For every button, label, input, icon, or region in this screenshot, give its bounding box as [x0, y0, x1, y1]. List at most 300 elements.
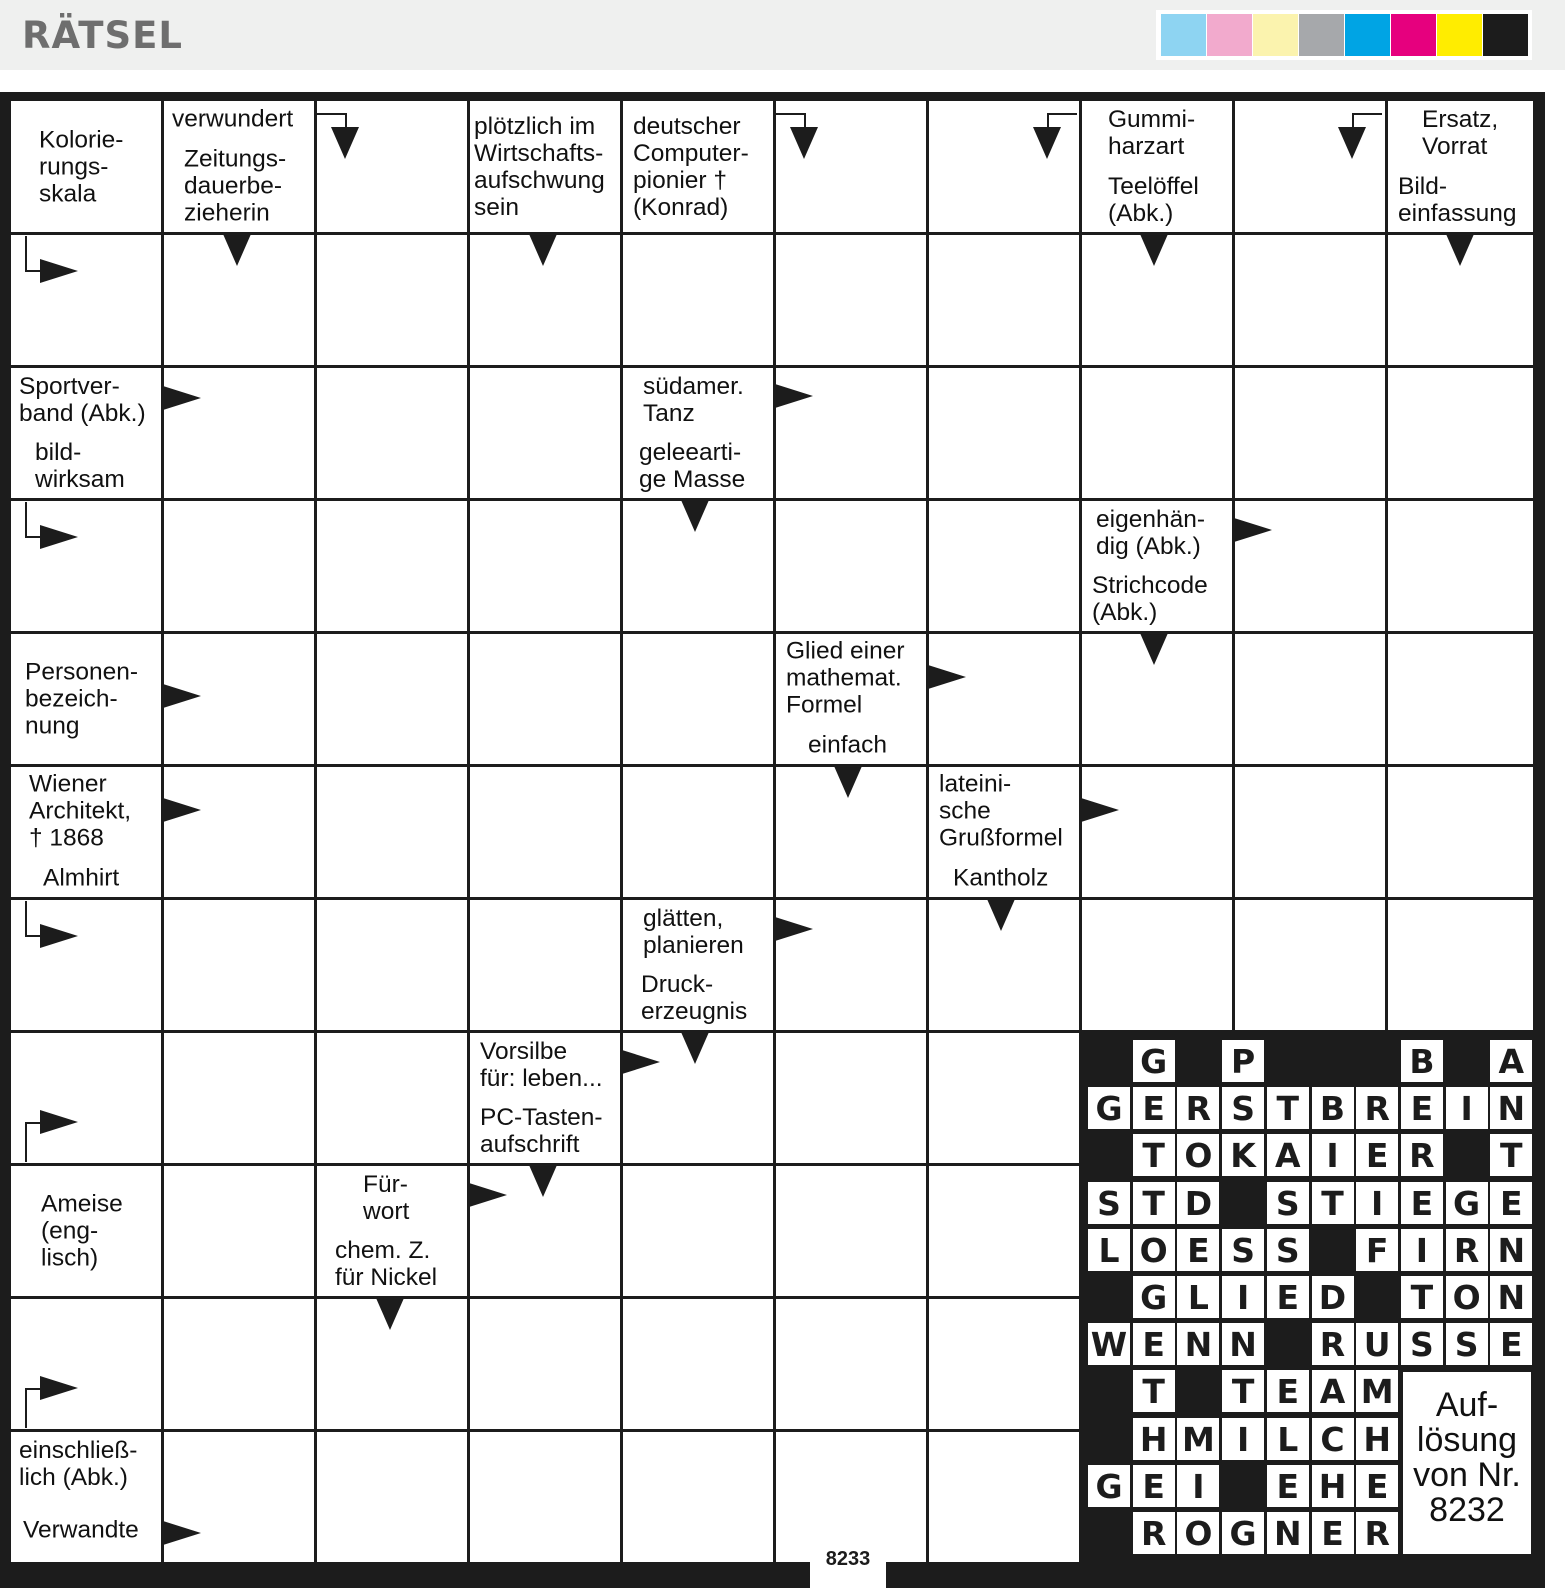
clue-line: Teelöffel [1108, 172, 1199, 200]
grid-cell[interactable] [470, 767, 620, 897]
clue-line: Almhirt [43, 864, 120, 891]
grid-cell[interactable] [623, 1166, 773, 1296]
grid-cell[interactable] [1388, 501, 1533, 631]
grid-cell[interactable] [623, 1299, 773, 1429]
solution-letter: P [1222, 1040, 1264, 1082]
arrow-right-icon [163, 684, 201, 708]
solution-note-line: Auf- [1435, 1386, 1499, 1424]
clue-line: für Nickel [335, 1264, 438, 1291]
clue-line: aufschrift [480, 1131, 580, 1158]
clue-glaetten [623, 900, 773, 964]
grid-cell[interactable] [470, 1432, 620, 1562]
grid-cell[interactable] [317, 900, 467, 1030]
clue-line: Kolorie- [39, 126, 124, 153]
solution-letter: R [1312, 1323, 1354, 1365]
arrow-stem [1047, 113, 1077, 115]
arrow-right-icon [40, 1376, 78, 1400]
clue-line: geleearti- [639, 439, 742, 466]
solution-letter: R [1177, 1087, 1219, 1129]
clue-tanz [623, 368, 773, 432]
solution-letter: I [1356, 1182, 1398, 1224]
solution-letter: N [1490, 1229, 1532, 1271]
arrow-down-icon [1140, 633, 1168, 665]
clue-line: Ersatz, [1422, 106, 1499, 133]
clue-line: mathemat. [786, 664, 902, 692]
arrow-right-icon [163, 798, 201, 822]
solution-letter: I [1222, 1276, 1264, 1318]
solution-letter: S [1401, 1323, 1443, 1365]
grid-cell[interactable] [929, 634, 1079, 764]
clue-line: Strichcode [1092, 572, 1208, 599]
clue-personenbezeichnung [11, 634, 161, 764]
grid-cell[interactable] [776, 1033, 926, 1163]
color-swatch [1161, 14, 1206, 56]
solution-note [1403, 1372, 1531, 1554]
arrow-down-icon [223, 234, 251, 266]
solution-letter: T [1401, 1276, 1443, 1318]
grid-cell[interactable] [776, 1299, 926, 1429]
solution-letter: S [1088, 1182, 1130, 1224]
grid-cell[interactable] [317, 1432, 467, 1562]
grid-cell[interactable] [1388, 634, 1533, 764]
grid-cell[interactable] [1235, 235, 1385, 365]
solution-letter: I [1446, 1087, 1488, 1129]
solution-letter: G [1133, 1276, 1175, 1318]
solution-letter: R [1133, 1512, 1175, 1554]
grid-cell[interactable] [1235, 900, 1385, 1030]
clue-line: bezeich- [25, 685, 118, 713]
solution-letter: N [1222, 1323, 1264, 1365]
solution-letter: E [1133, 1323, 1175, 1365]
arrow-stem [25, 536, 41, 538]
clue-line: PC-Tasten- [480, 1104, 603, 1131]
clue-fuerwort [317, 1166, 467, 1230]
clue-line: ge Masse [639, 466, 746, 493]
solution-letter: H [1356, 1418, 1398, 1460]
clue-line: südamer. [643, 373, 744, 400]
grid-cell[interactable] [929, 501, 1079, 631]
clue-line: nung [25, 712, 80, 740]
grid-cell[interactable] [1388, 900, 1533, 1030]
solution-letter: O [1446, 1276, 1488, 1318]
grid-cell[interactable] [1388, 368, 1533, 498]
grid-cell[interactable] [317, 501, 467, 631]
grid-cell[interactable] [11, 900, 161, 1030]
clue-line: Tanz [643, 400, 695, 427]
solution-letter: E [1356, 1465, 1398, 1507]
grid-cell[interactable] [776, 501, 926, 631]
clue-line: Für- [363, 1171, 408, 1198]
solution-letter: E [1177, 1229, 1219, 1271]
clue-line: einschließ- [19, 1437, 138, 1464]
arrow-stem [775, 113, 805, 115]
grid-cell[interactable] [1235, 634, 1385, 764]
clue-grussformel [929, 767, 1079, 855]
arrow-stem [804, 113, 806, 129]
clue-verwundert [164, 101, 314, 137]
clue-line: deutscher [633, 112, 741, 140]
solution-letter: T [1222, 1370, 1264, 1412]
arrow-stem [25, 1122, 27, 1162]
header-bar [0, 0, 1565, 70]
solution-letter: T [1267, 1087, 1309, 1129]
solution-letter: G [1088, 1465, 1130, 1507]
clue-line: Wirtschafts- [474, 139, 604, 167]
color-swatch [1207, 14, 1252, 56]
clue-line: Glied einer [786, 637, 905, 665]
clue-line: chem. Z. [335, 1237, 431, 1264]
arrow-right-icon [40, 924, 78, 948]
grid-cell[interactable] [776, 1166, 926, 1296]
arrow-stem [25, 1388, 27, 1428]
arrow-stem [25, 901, 27, 937]
clue-line: planieren [643, 932, 744, 959]
arrow-stem [25, 1122, 41, 1124]
clue-line: (Konrad) [633, 193, 729, 221]
arrow-down-icon [681, 500, 709, 532]
grid-cell[interactable] [929, 1299, 1079, 1429]
grid-cell[interactable] [1082, 368, 1232, 498]
clue-kolorierungsskala [11, 101, 161, 232]
arrow-down-icon [681, 1032, 709, 1064]
solution-letter: T [1312, 1182, 1354, 1224]
clue-almhirt [11, 858, 161, 897]
solution-letter: E [1490, 1182, 1532, 1224]
color-swatch [1391, 14, 1436, 56]
grid-cell[interactable] [470, 1299, 620, 1429]
arrow-stem [1352, 113, 1382, 115]
solution-letter: S [1222, 1229, 1264, 1271]
solution-letter: L [1177, 1276, 1219, 1318]
clue-line: wort [363, 1198, 410, 1225]
clue-line: lich (Abk.) [19, 1464, 128, 1491]
clue-kantholz [929, 858, 1079, 897]
clue-line: Personen- [25, 658, 139, 686]
arrow-down-icon [790, 127, 818, 159]
clue-line: lateini- [939, 770, 1012, 798]
grid-cell[interactable] [929, 1166, 1079, 1296]
clue-sportverband [11, 368, 161, 432]
clue-line: wirksam [35, 466, 125, 493]
arrow-down-icon [529, 234, 557, 266]
clue-verwandte [11, 1498, 161, 1562]
solution-letter: E [1401, 1087, 1443, 1129]
clue-line: dauerbe- [184, 172, 283, 200]
arrow-stem [25, 502, 27, 538]
solution-letter: E [1267, 1370, 1309, 1412]
arrow-stem [25, 270, 41, 272]
solution-letter: R [1401, 1134, 1443, 1176]
clue-line: lisch) [41, 1244, 99, 1272]
solution-letter: R [1446, 1229, 1488, 1271]
clue-line: Gummi- [1108, 106, 1196, 133]
clue-zeitungsdauerbezieherin [164, 140, 314, 232]
arrow-down-icon [1033, 127, 1061, 159]
color-swatch [1253, 14, 1298, 56]
clue-line: einfach [808, 731, 888, 758]
grid-cell[interactable] [11, 501, 161, 631]
grid-cell[interactable] [11, 1299, 161, 1429]
grid-cell[interactable] [317, 235, 467, 365]
solution-letter: I [1222, 1418, 1264, 1460]
clue-ameise [11, 1166, 161, 1296]
grid-cell[interactable] [776, 235, 926, 365]
arrow-down-icon [529, 1165, 557, 1197]
arrow-down-icon [1338, 127, 1366, 159]
solution-letter: S [1222, 1087, 1264, 1129]
grid-cell[interactable] [929, 101, 1079, 232]
solution-letter: I [1177, 1465, 1219, 1507]
solution-letter: E [1490, 1323, 1532, 1365]
clue-druckerzeugnis [623, 966, 773, 1030]
solution-letter: G [1446, 1182, 1488, 1224]
arrow-right-icon [928, 665, 966, 689]
solution-letter: G [1222, 1512, 1264, 1554]
color-swatch [1483, 14, 1528, 56]
clue-line: Kantholz [953, 864, 1049, 891]
grid-cell[interactable] [776, 101, 926, 232]
clue-bildeinfassung [1388, 167, 1533, 232]
grid-cell[interactable] [164, 501, 314, 631]
clue-line: band (Abk.) [19, 400, 146, 427]
grid-cell[interactable] [11, 235, 161, 365]
arrow-stem [1352, 113, 1354, 129]
clue-line: Vorrat [1422, 133, 1488, 160]
arrow-stem [1047, 113, 1049, 129]
clue-line: Computer- [633, 139, 749, 167]
clue-line: sche [939, 797, 991, 825]
solution-letter: E [1133, 1465, 1175, 1507]
clue-line: aufschwung [474, 166, 605, 194]
arrow-stem [25, 1388, 41, 1390]
clue-bildwirksam [11, 434, 161, 498]
solution-letter: R [1356, 1512, 1398, 1554]
grid-cell[interactable] [1388, 767, 1533, 897]
clue-nickel [317, 1232, 467, 1296]
arrow-right-icon [775, 384, 813, 408]
solution-letter: E [1267, 1276, 1309, 1318]
arrow-right-icon [163, 386, 201, 410]
clue-strichcode [1082, 567, 1232, 631]
solution-letter: A [1490, 1040, 1532, 1082]
solution-letter: N [1267, 1512, 1309, 1554]
arrow-right-icon [622, 1050, 660, 1074]
solution-letter: E [1133, 1087, 1175, 1129]
solution-letter: K [1222, 1134, 1264, 1176]
clue-line: (Abk.) [1108, 199, 1174, 227]
clue-teeloeffel [1082, 167, 1232, 232]
clue-eigenhaendig [1082, 501, 1232, 565]
solution-letter: O [1177, 1134, 1219, 1176]
arrow-right-icon [469, 1183, 507, 1207]
arrow-right-icon [1081, 798, 1119, 822]
grid-cell[interactable] [776, 1432, 926, 1562]
grid-cell[interactable] [164, 1299, 314, 1429]
arrow-right-icon [1234, 518, 1272, 542]
arrow-right-icon [40, 1110, 78, 1134]
solution-letter: E [1267, 1465, 1309, 1507]
grid-cell[interactable] [317, 767, 467, 897]
solution-letter: E [1356, 1134, 1398, 1176]
solution-letter: S [1267, 1229, 1309, 1271]
grid-cell[interactable] [1235, 101, 1385, 232]
clue-einschliesslich [11, 1432, 161, 1496]
clue-line: Architekt, [29, 797, 132, 825]
solution-letter: E [1401, 1182, 1443, 1224]
page-title: RÄTSEL [22, 14, 183, 57]
arrow-down-icon [987, 899, 1015, 931]
solution-letter: S [1446, 1323, 1488, 1365]
grid-cell[interactable] [470, 501, 620, 631]
clue-vorsilbe [470, 1033, 620, 1097]
solution-letter: S [1267, 1182, 1309, 1224]
clue-line: zieherin [184, 199, 270, 227]
solution-letter: T [1133, 1134, 1175, 1176]
solution-letter: I [1312, 1134, 1354, 1176]
grid-cell[interactable] [623, 1432, 773, 1562]
clue-line: skala [39, 180, 97, 207]
solution-letter: O [1133, 1229, 1175, 1271]
solution-letter: T [1133, 1370, 1175, 1412]
grid-cell[interactable] [164, 900, 314, 1030]
grid-cell[interactable] [929, 235, 1079, 365]
grid-cell[interactable] [1082, 900, 1232, 1030]
clue-architekt [11, 767, 161, 855]
solution-letter: C [1312, 1418, 1354, 1460]
arrow-down-icon [331, 127, 359, 159]
arrow-down-icon [1140, 234, 1168, 266]
solution-letter: H [1133, 1418, 1175, 1460]
grid-cell[interactable] [11, 1033, 161, 1163]
grid-cell[interactable] [317, 634, 467, 764]
clue-line: eigenhän- [1096, 506, 1205, 533]
grid-cell[interactable] [317, 101, 467, 232]
grid-cell[interactable] [929, 1033, 1079, 1163]
solution-letter: A [1312, 1370, 1354, 1412]
solution-letter: D [1312, 1276, 1354, 1318]
grid-cell[interactable] [929, 1432, 1079, 1562]
solution-letter: N [1490, 1087, 1532, 1129]
clue-line: für: leben... [480, 1065, 603, 1092]
arrow-down-icon [1446, 234, 1474, 266]
clue-line: bild- [35, 439, 82, 466]
puzzle-number: 8233 [810, 1546, 886, 1588]
solution-note-line: von Nr. [1413, 1456, 1521, 1494]
grid-cell[interactable] [929, 368, 1079, 498]
grid-cell[interactable] [164, 1033, 314, 1163]
solution-letter: G [1133, 1040, 1175, 1082]
solution-letter: T [1490, 1134, 1532, 1176]
solution-letter: U [1356, 1323, 1398, 1365]
arrow-stem [25, 236, 27, 272]
solution-note-line: lösung [1416, 1421, 1518, 1459]
grid-cell[interactable] [164, 1166, 314, 1296]
solution-letter: R [1356, 1087, 1398, 1129]
grid-cell[interactable] [1082, 767, 1232, 897]
arrow-right-icon [40, 525, 78, 549]
arrow-stem [345, 113, 347, 129]
solution-letter: I [1401, 1229, 1443, 1271]
clue-line: Zeitungs- [184, 145, 287, 173]
grid-cell[interactable] [623, 634, 773, 764]
solution-letter: D [1177, 1182, 1219, 1224]
solution-letter: L [1267, 1418, 1309, 1460]
clue-line: Wiener [29, 770, 107, 798]
clue-line: Druck- [641, 971, 714, 998]
clue-ersatz [1388, 101, 1533, 165]
clue-line: † 1868 [29, 824, 104, 852]
arrow-stem [316, 113, 346, 115]
clue-line: einfassung [1398, 199, 1517, 227]
solution-letter: W [1088, 1323, 1130, 1365]
color-swatch [1299, 14, 1344, 56]
grid-cell[interactable] [623, 235, 773, 365]
grid-cell[interactable] [623, 767, 773, 897]
clue-einfach [776, 725, 926, 764]
clue-geleeartig [623, 434, 773, 498]
solution-letter: E [1312, 1512, 1354, 1554]
clue-line: pionier † [633, 166, 727, 194]
clue-line: Bild- [1398, 172, 1448, 200]
arrow-down-icon [376, 1298, 404, 1330]
clue-computerpionier [623, 101, 773, 232]
grid-cell[interactable] [470, 368, 620, 498]
solution-letter: H [1312, 1465, 1354, 1507]
clue-line: Formel [786, 691, 863, 719]
solution-letter: A [1267, 1134, 1309, 1176]
clue-line: plötzlich im [474, 112, 596, 140]
solution-letter: B [1401, 1040, 1443, 1082]
solution-letter: L [1088, 1229, 1130, 1271]
clue-line: Grußformel [939, 824, 1063, 852]
clue-line: rungs- [39, 153, 109, 180]
solution-letter: M [1356, 1370, 1398, 1412]
solution-letter: O [1177, 1512, 1219, 1554]
solution-note-line: 8232 [1429, 1491, 1505, 1529]
clue-line: verwundert [172, 105, 294, 133]
grid-cell[interactable] [1235, 368, 1385, 498]
solution-letter: M [1177, 1418, 1219, 1460]
grid-cell[interactable] [317, 368, 467, 498]
clue-line: Vorsilbe [480, 1038, 568, 1065]
arrow-stem [25, 935, 41, 937]
clue-line: Ameise [41, 1190, 123, 1218]
clue-line: (Abk.) [1092, 599, 1158, 626]
grid-cell[interactable] [470, 634, 620, 764]
clue-line: erzeugnis [641, 998, 748, 1025]
color-swatch [1437, 14, 1482, 56]
clue-line: harzart [1108, 133, 1185, 160]
clue-glied [776, 634, 926, 722]
clue-line: (eng- [41, 1217, 99, 1245]
color-swatch [1345, 14, 1390, 56]
clue-line: glätten, [643, 905, 724, 932]
arrow-right-icon [775, 917, 813, 941]
clue-ploetzlich [470, 101, 620, 232]
arrow-right-icon [163, 1521, 201, 1545]
solution-letter: T [1133, 1182, 1175, 1224]
grid-cell[interactable] [164, 767, 314, 897]
arrow-right-icon [40, 259, 78, 283]
solution-letter: F [1356, 1229, 1398, 1271]
grid-cell[interactable] [470, 900, 620, 1030]
print-color-bar [1156, 10, 1532, 60]
arrow-down-icon [834, 766, 862, 798]
grid-cell[interactable] [317, 1033, 467, 1163]
grid-cell[interactable] [1235, 767, 1385, 897]
clue-line: Verwandte [23, 1516, 139, 1544]
solution-letter: B [1312, 1087, 1354, 1129]
